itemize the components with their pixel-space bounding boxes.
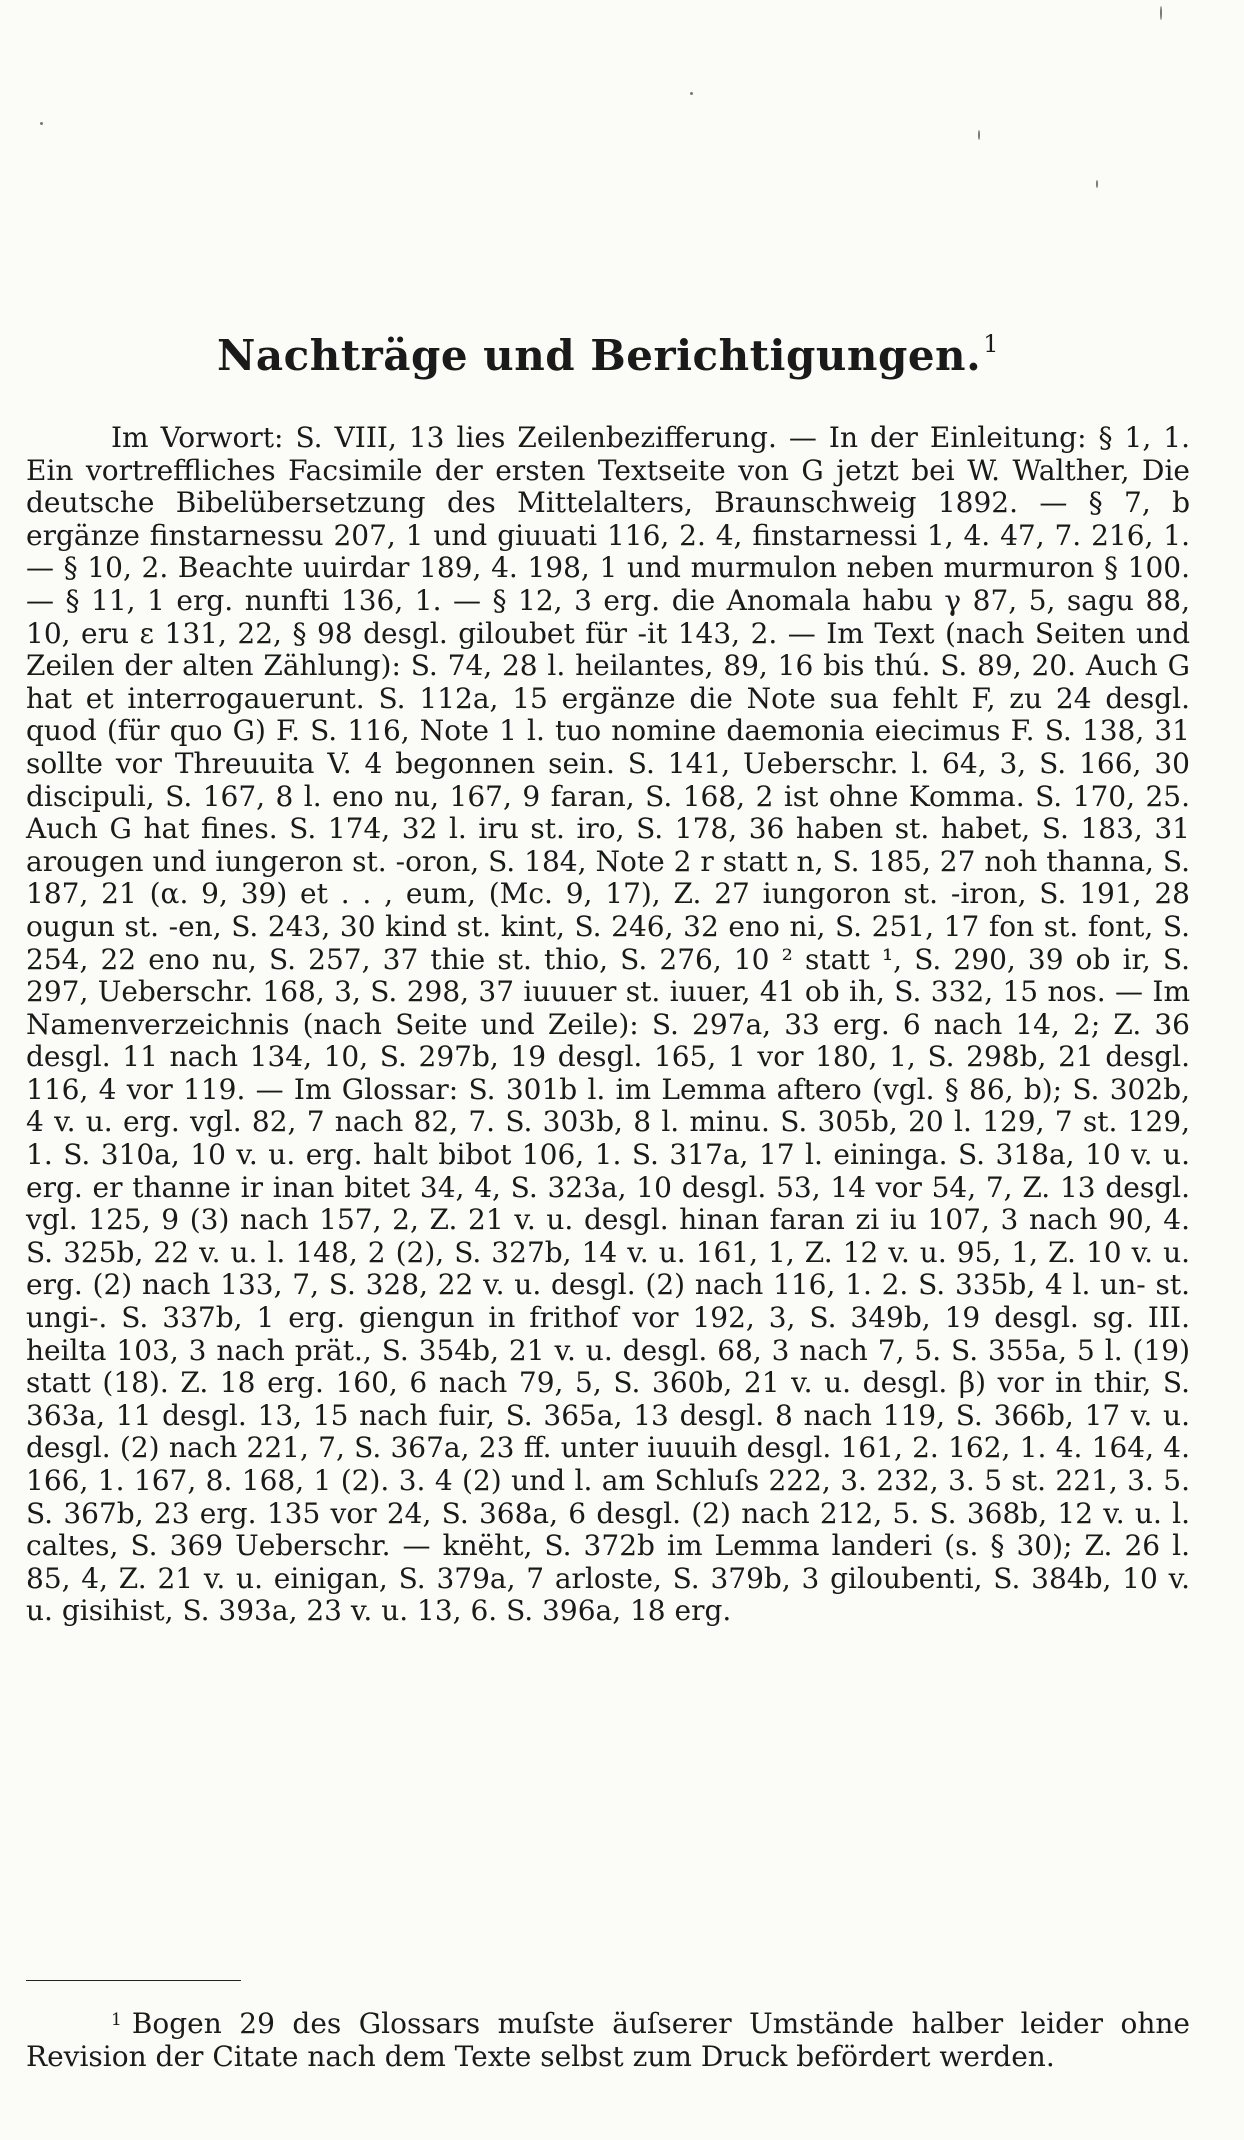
corrections-paragraph: Im Vorwort: S. VIII, 13 lies Zeilenbezifferung. — In der Einleitung: § 1, 1. Ein vortreffliches Facsimile der ersten Textseite von G jetzt bei W. Walther, Die deutsche Bibelübersetzung des Mittelalters, Braunschweig 1892. — § 7, b ergänze finstarnessu 207, 1 und giuuati 116, 2. 4, finstarnessi 1, 4. 47, 7. 216, 1. — § 10, 2. Beachte uuirdar 189, 4. 198, 1 und murmulon neben murmuron § 100. — § 11, 1 erg. nunfti 136, 1. — § 12, 3 erg. die Anomala habu γ 87, 5, sagu 88, 10, eru ε 131, 22, § 98 desgl. giloubet für -it 143, 2. — Im Text (nach Seiten und Zeilen der alten Zählung): S. 74, 28 l. heilantes, 89, 16 bis thú. S. 89, 20. Auch G hat et interrogauerunt. S. 112a, 15 ergänze die Note sua fehlt F, zu 24 desgl. quod (für quo G) F. S. 116, Note 1 l. tuo nomine daemonia eiecimus F. S. 138, 31 sollte vor Threuuita V. 4 begonnen sein. S. 141, Ueberschr. l. 64, 3, S. 166, 30 discipuli, S. 167, 8 l. eno nu, 167, 9 faran, S. 168, 2 ist ohne Komma. S. 170, 25. Auch G hat fines. S. 174, 32 l. iru st. iro, S. 178, 36 haben st. habet, S. 183, 31 arougen und iungeron st. -oron, S. 184, Note 2 r statt n, S. 185, 27 noh thanna, S. 187, 21 (α. 9, 39) et . . , eum, (Mc. 9, 17), Z. 27 iungoron st. -iron, S. 191, 28 ougun st. -en, S. 243, 30 kind st. kint, S. 246, 32 eno ni, S. 251, 17 fon st. font, S. 254, 22 eno nu, S. 257, 37 thie st. thio, S. 276, 10 ² statt ¹, S. 290, 39 ob ir, S. 297, Ueberschr. 168, 3, S. 298, 37 iuuuer st. iuuer, 41 ob ih, S. 332, 15 nos. — Im Namenverzeichnis (nach Seite und Zeile): S. 297a, 33 erg. 6 nach 14, 2; Z. 36 desgl. 11 nach 134, 10, S. 297b, 19 desgl. 165, 1 vor 180, 1, S. 298b, 21 desgl. 116, 4 vor 119. — Im Glossar: S. 301b l. im Lemma aftero (vgl. § 86, b); S. 302b, 4 v. u. erg. vgl. 82, 7 nach 82, 7. S. 303b, 8 l. minu. S. 305b, 20 l. 129, 7 st. 129, 1. S. 310a, 10 v. u. erg. halt bibot 106, 1. S. 317a, 17 l. eininga. S. 318a, 10 v. u. erg. er thanne ir inan bitet 34, 4, S. 323a, 10 desgl. 53, 14 vor 54, 7, Z. 13 desgl. vgl. 125, 9 (3) nach 157, 2, Z. 21 v. u. desgl. hinan faran zi iu 107, 3 nach 90, 4. S. 325b, 22 v. u. l. 148, 2 (2), S. 327b, 14 v. u. 161, 1, Z. 12 v. u. 95, 1, Z. 10 v. u. erg. (2) nach 133, 7, S. 328, 22 v. u. desgl. (2) nach 116, 1. 2. S. 335b, 4 l. un- st. ungi-. S. 337b, 1 erg. giengun in frithof vor 192, 3, S. 349b, 19 desgl. sg. III. heilta 103, 3 nach prät., S. 354b, 21 v. u. desgl. 68, 3 nach 7, 5. S. 355a, 5 l. (19) statt (18). Z. 18 erg. 160, 6 nach 79, 5, S. 360b, 21 v. u. desgl. β) vor in thir, S. 363a, 11 desgl. 13, 15 nach fuir, S. 365a, 13 desgl. 8 nach 119, S. 366b, 17 v. u. desgl. (2) nach 221, 7, S. 367a, 23 ff. unter iuuuih desgl. 161, 2. 162, 1. 4. 164, 4. 166, 1. 167, 8. 168, 1 (2). 3. 4 (2) und l. am Schluſs 222, 3. 232, 3. 5 st. 221, 3. 5. S. 367b, 23 erg. 135 vor 24, S. 368a, 6 desgl. (2) nach 212, 5. S. 368b, 12 v. u. l. caltes, S. 369 Ueberschr. — knëht, S. 372b im Lemma landeri (s. § 30); Z. 26 l. 85, 4, Z. 21 v. u. einigan, S. 379a, 7 arloste, S. 379b, 3 giloubenti, S. 384b, 10 v. u. gisihist, S. 393a, 23 v. u. 13, 6. S. 396a, 18 erg. [26,421,1190,1628]
scan-speck [690,92,693,95]
title-text: Nachträge und Berichtigungen. [217,331,982,380]
scan-speck [40,122,43,125]
title-footnote-marker: 1 [983,330,999,358]
footnote-text: Bogen 29 des Glossars muſste äuſserer Umstände halber leider ohne Revision der Citate nach dem Texte selbst zum Druck befördert werden. [26,2007,1190,2073]
page-title [26,330,1190,380]
scan-speck [1096,180,1098,188]
scan-speck [1160,6,1162,20]
page [26,0,1190,2140]
footnote-divider [26,1980,241,1981]
footnote [26,2004,1190,2073]
corrections-body [26,422,1190,1628]
footnote-marker: 1 [111,2010,122,2030]
scan-speck [978,130,980,140]
